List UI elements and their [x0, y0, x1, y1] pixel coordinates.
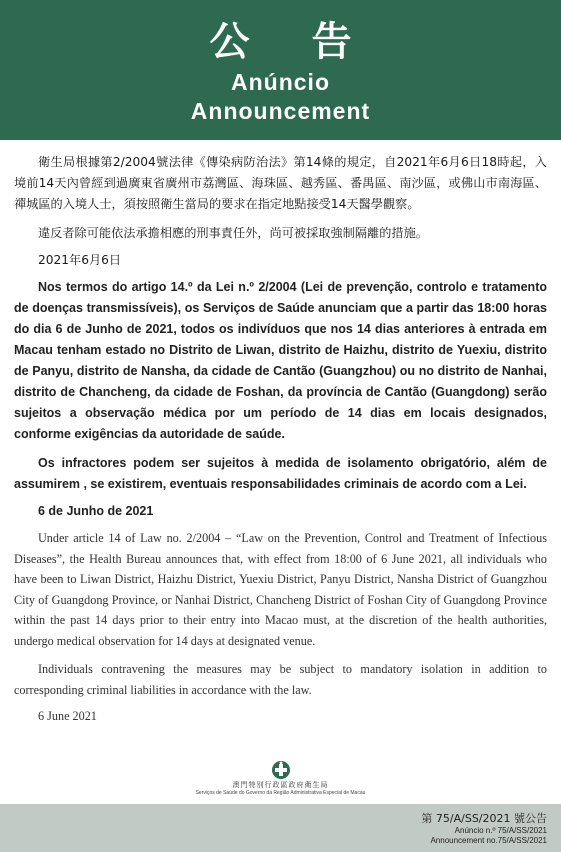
chinese-date: 2021年6月6日 — [38, 253, 122, 267]
english-paragraph-2: Individuals contravening the measures may be subject to mandatory isolation in addition to corresponding criminal liabilities in accordance with the law. — [14, 662, 547, 697]
announcement-body — [14, 152, 547, 727]
title-chinese: 公 告 — [209, 19, 376, 65]
logo-name-portuguese: Serviços de Saúde do Governo da Região Administrativa Especial de Macau — [195, 790, 366, 796]
english-date: 6 June 2021 — [38, 709, 97, 723]
health-bureau-logo — [0, 760, 561, 797]
portuguese-date: 6 de Junho de 2021 — [38, 504, 154, 518]
chinese-paragraph-1: 衛生局根據第2/2004號法律《傳染病防治法》第14條的規定，自2021年6月6日18時起，入境前14天內曾經到過廣東省廣州市荔灣區、海珠區、越秀區、番禺區、南沙區，或佛山市南海區、禪城區的入境人士，須按照衛生當局的要求在指定地點接受14天醫學觀察。 — [14, 155, 547, 211]
logo-name-chinese: 澳門特別行政區政府衛生局 — [232, 781, 329, 789]
portuguese-paragraph-1: Nos termos do artigo 14.º da Lei n.º 2/2004 (Lei de prevenção, controlo e tratamento de doenças transmissíveis), os Serviços de Saúde anunciam que a partir das 18:00 horas do dia 6 de Junho de 2021, todos os indivíduos que nos 14 dias anteriores à entrada em Macau tenham estado no Distrito de Liwan, distrito de Haizhu, distrito de Yuexiu, distrito de Panyu, distrito de Nansha, da cidade de Cantão (Guangzhou) ou no distrito de Nanhai, distrito de Chancheng, da cidade de Foshan, da província de Cantão (Guangdong) serão sujeitos a observação médica por um período de 14 dias em locais designados, conforme exigências da autoridade de saúde. — [14, 280, 547, 441]
title-english: Announcement — [190, 98, 371, 124]
portuguese-paragraph-2: Os infractores podem ser sujeitos à medida de isolamento obrigatório, além de assumirem , se existirem, eventuais responsabilidades criminais de acordo com a Lei. — [14, 456, 547, 491]
announcement-header — [0, 0, 561, 140]
announcement-number-chinese: 第 75/A/SS/2021 號公告 — [421, 812, 547, 825]
english-paragraph-1: Under article 14 of Law no. 2/2004 – “Law on the Prevention, Control and Treatment of Infectious Diseases”, the Health Bureau announces that, with effect from 18:00 of 6 June 2021, all individuals who have been to Liwan District, Haizhu District, Yuexiu District, Panyu District, Nansha District of Guangzhou City of Guangdong Province, or Nanhai District, Chancheng District of Foshan City of Guangdong Province within the past 14 days prior to their entry into Macao must, at the discretion of the health authorities, undergo medical observation for 14 days at designated venue. — [14, 531, 547, 648]
chinese-paragraph-2: 違反者除可能依法承擔相應的刑事責任外，尚可被採取強制隔離的措施。 — [38, 226, 428, 240]
announcement-number-english: Announcement no.75/A/SS/2021 — [430, 836, 547, 845]
health-bureau-emblem-icon — [271, 760, 291, 780]
announcement-number-portuguese: Anúncio n.º 75/A/SS/2021 — [454, 826, 547, 835]
title-portuguese: Anúncio — [231, 69, 330, 95]
